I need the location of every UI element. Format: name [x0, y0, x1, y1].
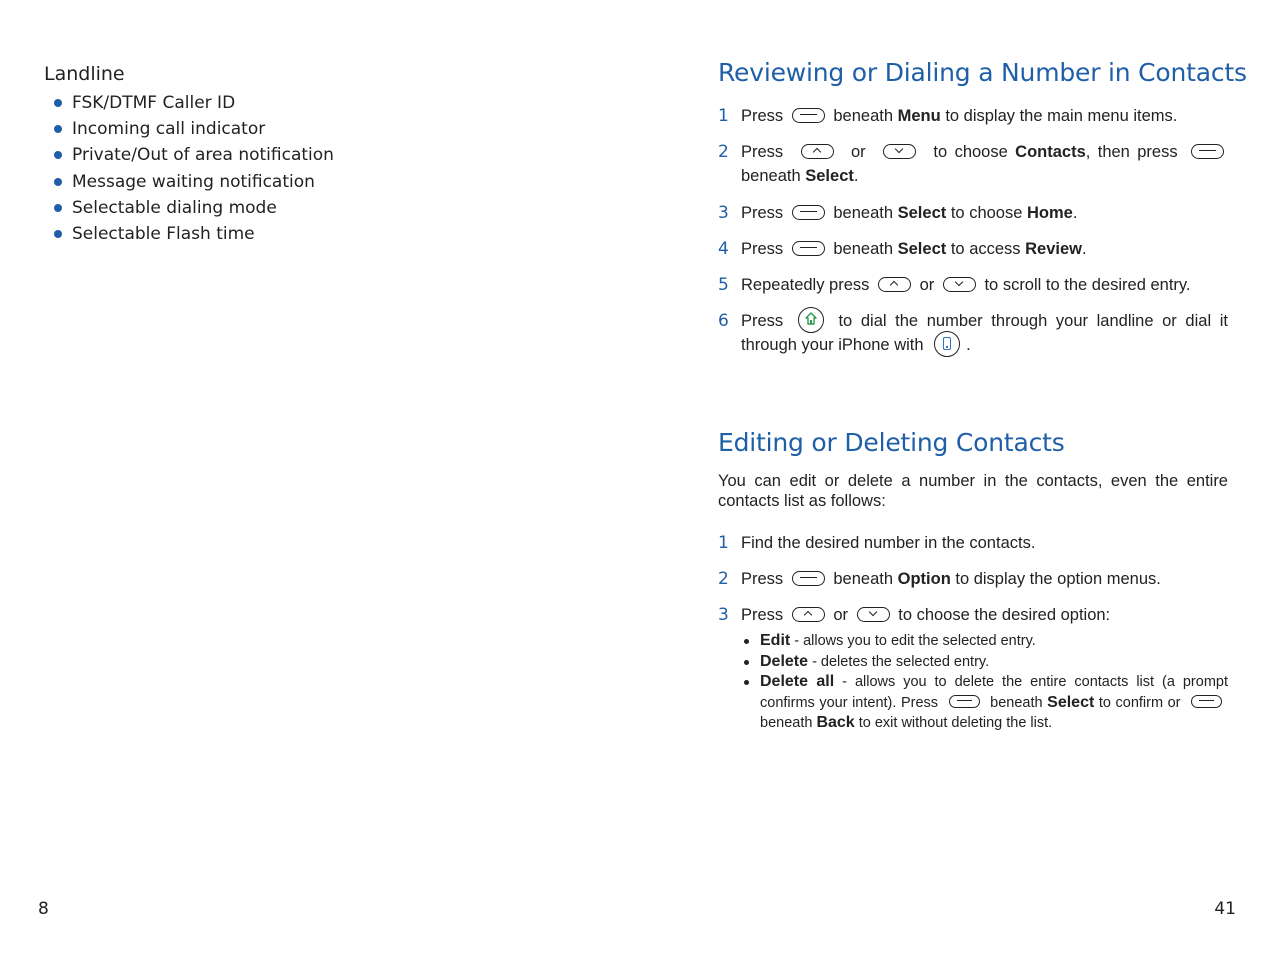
- down-arrow-key-icon: [943, 277, 976, 292]
- option-name: Delete all: [760, 673, 835, 690]
- step-item: [718, 237, 1228, 261]
- step-number: 2: [718, 142, 729, 162]
- step-number: 2: [718, 569, 729, 589]
- feature-label: Selectable dialing mode: [72, 197, 277, 218]
- step-text: [741, 309, 1228, 357]
- step-fragment: beneath: [833, 570, 894, 588]
- step-number: 3: [718, 605, 729, 625]
- feature-item: [54, 142, 334, 168]
- step-fragment: or: [833, 606, 849, 624]
- bullet-icon: [54, 204, 62, 212]
- option-name: Edit: [760, 632, 791, 649]
- step-keyword: Contacts: [1015, 143, 1086, 161]
- step-fragment: Press: [741, 570, 784, 588]
- bullet-icon: [54, 125, 62, 133]
- step-fragment: or: [919, 276, 935, 294]
- step-fragment: .: [853, 167, 859, 185]
- step-fragment: , then press: [1085, 143, 1178, 161]
- step-number: 1: [718, 533, 729, 553]
- step-keyword: Option: [897, 570, 951, 588]
- step-fragment: to choose: [933, 143, 1008, 161]
- step-fragment: Press: [741, 606, 784, 624]
- option-description: - allows you to delete the entire contacts list (a prompt confirms your intent). Press: [760, 674, 1228, 711]
- step-item: [718, 140, 1228, 188]
- bullet-icon: [54, 151, 62, 159]
- option-keyword: Back: [816, 714, 855, 731]
- step-text: [741, 567, 1228, 591]
- step-fragment: to scroll to the desired entry.: [984, 276, 1191, 294]
- step-number: 4: [718, 239, 729, 259]
- step-item: [718, 309, 1228, 357]
- option-description: - allows you to edit the selected entry.: [794, 633, 1036, 649]
- step-text: [741, 201, 1228, 225]
- soft-key-icon: [1191, 144, 1224, 159]
- option-description: - deletes the selected entry.: [812, 653, 990, 670]
- step-fragment: beneath: [833, 107, 894, 125]
- step-item: [718, 567, 1228, 591]
- step-item: [718, 531, 1228, 555]
- feature-item: [54, 90, 334, 116]
- step-fragment: Press: [741, 204, 784, 222]
- feature-label: FSK/DTMF Caller ID: [72, 93, 236, 114]
- step-item: [718, 104, 1228, 128]
- step-item: [718, 273, 1228, 297]
- bullet-icon: [54, 178, 62, 186]
- review-steps: [718, 104, 1228, 357]
- step-fragment: Find the desired number in the contacts.: [741, 534, 1036, 552]
- step-fragment: to dial the number through your landline or dial it through your iPhone with: [741, 312, 1228, 354]
- up-arrow-key-icon: [801, 144, 834, 159]
- step-fragment: beneath: [833, 204, 894, 222]
- soft-key-icon: [792, 108, 825, 123]
- option-description: to confirm or: [1098, 694, 1181, 711]
- step-fragment: to access: [950, 240, 1021, 258]
- up-arrow-key-icon: [792, 607, 825, 622]
- soft-key-icon: [949, 695, 980, 708]
- feature-item: [54, 116, 334, 142]
- step-keyword: Select: [897, 240, 947, 258]
- step-text: [741, 237, 1228, 261]
- option-item: [741, 672, 1228, 734]
- feature-label: Selectable Flash time: [72, 224, 255, 245]
- feature-label: Message waiting notification: [72, 171, 315, 192]
- step-fragment: or: [850, 143, 866, 161]
- house-phone-glyph: [805, 312, 817, 326]
- step-number: 6: [718, 311, 729, 331]
- page-number-left: 8: [38, 899, 49, 919]
- edit-steps: [718, 531, 1228, 734]
- feature-label: Incoming call indicator: [72, 119, 266, 140]
- step-keyword: Menu: [897, 107, 941, 125]
- right-page: [635, 0, 1271, 954]
- option-item: [741, 652, 1228, 673]
- iphone-call-key-icon: [934, 331, 960, 357]
- step-text: [741, 603, 1228, 627]
- option-description: beneath: [990, 694, 1043, 711]
- step-fragment: to choose: [950, 204, 1023, 222]
- step-fragment: to display the option menus.: [955, 570, 1161, 588]
- up-arrow-key-icon: [878, 277, 911, 292]
- down-arrow-key-icon: [857, 607, 890, 622]
- page-number-right: 41: [1214, 899, 1236, 919]
- step-number: 3: [718, 203, 729, 223]
- step-text: [741, 104, 1228, 128]
- home-call-key-icon: [798, 307, 824, 333]
- step-item: [718, 603, 1228, 734]
- step-keyword: Home: [1027, 204, 1073, 222]
- step-fragment: Repeatedly press: [741, 276, 870, 294]
- step-number: 1: [718, 106, 729, 126]
- feature-item: [54, 169, 334, 195]
- iphone-glyph: [943, 337, 951, 350]
- step-keyword: Select: [897, 204, 947, 222]
- soft-key-icon: [792, 241, 825, 256]
- step-fragment: to choose the desired option:: [898, 606, 1111, 624]
- edit-section-title: Editing or Deleting Contacts: [718, 428, 1065, 457]
- bullet-icon: [54, 99, 62, 107]
- feature-item: [54, 221, 334, 247]
- option-list: [741, 631, 1228, 734]
- step-text: [741, 273, 1228, 297]
- step-item: [718, 201, 1228, 225]
- step-fragment: Press: [741, 240, 784, 258]
- step-keyword: Select: [805, 167, 854, 185]
- step-fragment: beneath: [741, 167, 801, 185]
- landline-heading: Landline: [44, 63, 125, 85]
- step-fragment: Press: [741, 143, 784, 161]
- soft-key-icon: [1191, 695, 1222, 708]
- step-fragment: Press: [741, 107, 784, 125]
- step-keyword: Review: [1025, 240, 1083, 258]
- soft-key-icon: [792, 205, 825, 220]
- step-text: [741, 531, 1228, 555]
- step-fragment: .: [1082, 240, 1087, 258]
- option-description: to exit without deleting the list.: [858, 715, 1053, 731]
- option-description: beneath: [760, 715, 813, 731]
- feature-item: [54, 195, 334, 221]
- bullet-icon: [54, 230, 62, 238]
- step-fragment: to display the main menu items.: [945, 107, 1178, 125]
- down-arrow-key-icon: [883, 144, 916, 159]
- review-section-title: Reviewing or Dialing a Number in Contacts: [718, 58, 1247, 87]
- option-item: [741, 631, 1228, 652]
- step-number: 5: [718, 275, 729, 295]
- step-fragment: .: [966, 336, 971, 354]
- step-fragment: .: [1072, 204, 1078, 222]
- step-fragment: Press: [741, 312, 784, 330]
- soft-key-icon: [792, 571, 825, 586]
- option-name: Delete: [760, 652, 809, 670]
- edit-intro-text: You can edit or delete a number in the contacts, even the entire contacts list as follows:: [718, 472, 1228, 510]
- step-text: [741, 140, 1228, 188]
- left-page: [0, 0, 635, 954]
- feature-label: Private/Out of area notification: [72, 145, 334, 166]
- step-fragment: beneath: [833, 240, 894, 258]
- feature-list: [54, 90, 334, 247]
- option-keyword: Select: [1047, 693, 1095, 711]
